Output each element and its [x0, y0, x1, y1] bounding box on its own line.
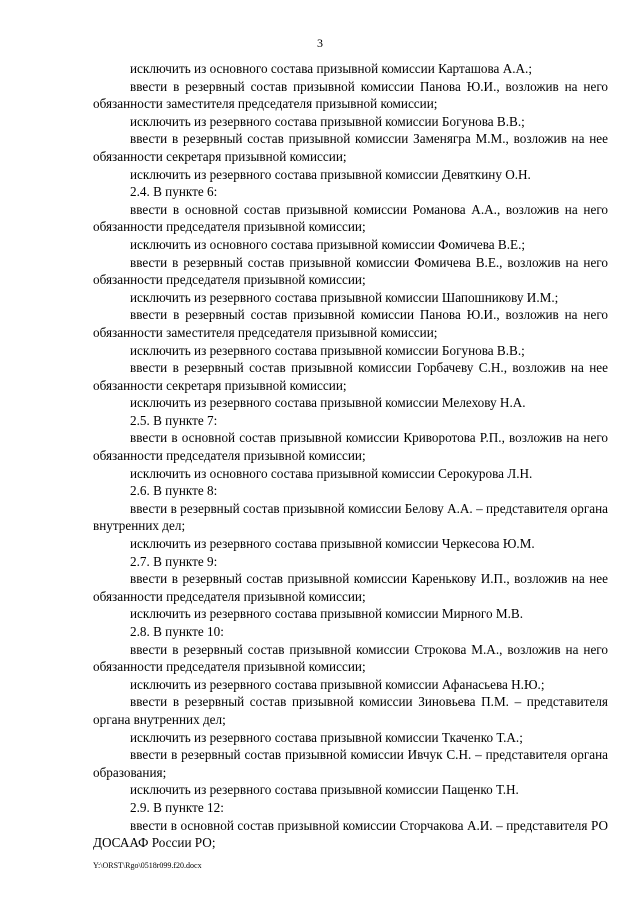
- document-paragraph: исключить из основного состава призывной комиссии Серокурова Л.Н.: [130, 465, 533, 481]
- document-paragraph: ввести в резервный состав призывной комиссии Каренькову И.П., возложив на нее обязанности председателя призывной комиссии;: [93, 571, 608, 604]
- document-paragraph: 2.8. В пункте 10:: [130, 624, 224, 639]
- document-paragraph: ввести в резервный состав призывной комиссии Заменягра М.М., возложив на нее обязанности секретаря призывной комиссии;: [93, 131, 608, 164]
- document-paragraph: 2.9. В пункте 12:: [130, 799, 224, 815]
- document-paragraph: ввести в резервный состав призывной комиссии Зиновьева П.М. – представителя органа внутренних дел;: [93, 694, 608, 727]
- document-paragraph: исключить из резервного состава призывной комиссии Мелехову Н.А.: [130, 395, 526, 411]
- document-paragraph: 2.4. В пункте 6:: [130, 184, 218, 200]
- document-paragraph: исключить из резервного состава призывной комиссии Мирного М.В.: [130, 606, 524, 622]
- document-paragraph: 2.5. В пункте 7:: [130, 412, 218, 428]
- page-number: 3: [317, 36, 323, 50]
- document-paragraph: ввести в резервный состав призывной комиссии Ивчук С.Н. – представителя органа образования;: [93, 747, 608, 780]
- document-paragraph: исключить из резервного состава призывной комиссии Афанасьева Н.Ю.;: [130, 676, 545, 692]
- document-paragraph: ввести в основной состав призывной комиссии Криворотова Р.П., возложив на него обязанности председателя призывной комиссии;: [93, 430, 608, 464]
- document-paragraph: исключить из резервного состава призывной комиссии Черкесова Ю.М.: [130, 536, 535, 552]
- document-paragraph: ввести в резервный состав призывной комиссии Горбачеву С.Н., возложив на нее обязанности секретаря призывной комиссии;: [93, 360, 608, 393]
- document-paragraph: исключить из резервного состава призывной комиссии Шапошникову И.М.;: [130, 289, 559, 305]
- document-paragraph: 2.6. В пункте 8:: [130, 483, 218, 499]
- document-paragraph: исключить из основного состава призывной комиссии Фомичева В.Е.;: [130, 236, 526, 252]
- document-paragraph: исключить из резервного состава призывной комиссии Ткаченко Т.А.;: [130, 729, 523, 745]
- document-paragraph: исключить из резервного состава призывной комиссии Богунова В.В.;: [130, 113, 525, 129]
- document-paragraph: 2.7. В пункте 9:: [130, 553, 218, 569]
- document-paragraph: исключить из основного состава призывной комиссии Карташова А.А.;: [130, 61, 532, 76]
- document-paragraph: ввести в основной состав призывной комиссии Романова А.А., возложив на него обязанности председателя призывной комиссии;: [93, 201, 608, 235]
- document-paragraph: ввести в резервный состав призывной комиссии Белову А.А. – представителя органа внутренних дел;: [93, 500, 608, 534]
- document-paragraph: ввести в резервный состав призывной комиссии Панова Ю.И., возложив на него обязанности заместителя председателя призывной комиссии;: [93, 78, 608, 112]
- document-paragraph: исключить из резервного состава призывной комиссии Пащенко Т.Н.: [130, 782, 519, 798]
- document-paragraph: исключить из резервного состава призывной комиссии Богунова В.В.;: [130, 342, 525, 358]
- document-paragraph: ввести в резервный состав призывной комиссии Строкова М.А., возложив на него обязанности председателя призывной комиссии;: [93, 641, 608, 675]
- file-path-footer: Y:\ORST\Rgo\0518r099.f20.docx: [93, 861, 202, 870]
- document-paragraph: ввести в резервный состав призывной комиссии Фомичева В.Е., возложив на него обязанности председателя призывной комиссии;: [93, 254, 608, 288]
- document-paragraph: ввести в основной состав призывной комиссии Сторчакова А.И. – представителя РО ДОСААФ России РО;: [93, 817, 608, 851]
- document-body: [93, 60, 608, 852]
- document-paragraph: ввести в резервный состав призывной комиссии Панова Ю.И., возложив на него обязанности заместителя председателя призывной комиссии;: [93, 307, 608, 340]
- document-paragraph: исключить из резервного состава призывной комиссии Девяткину О.Н.: [130, 166, 531, 182]
